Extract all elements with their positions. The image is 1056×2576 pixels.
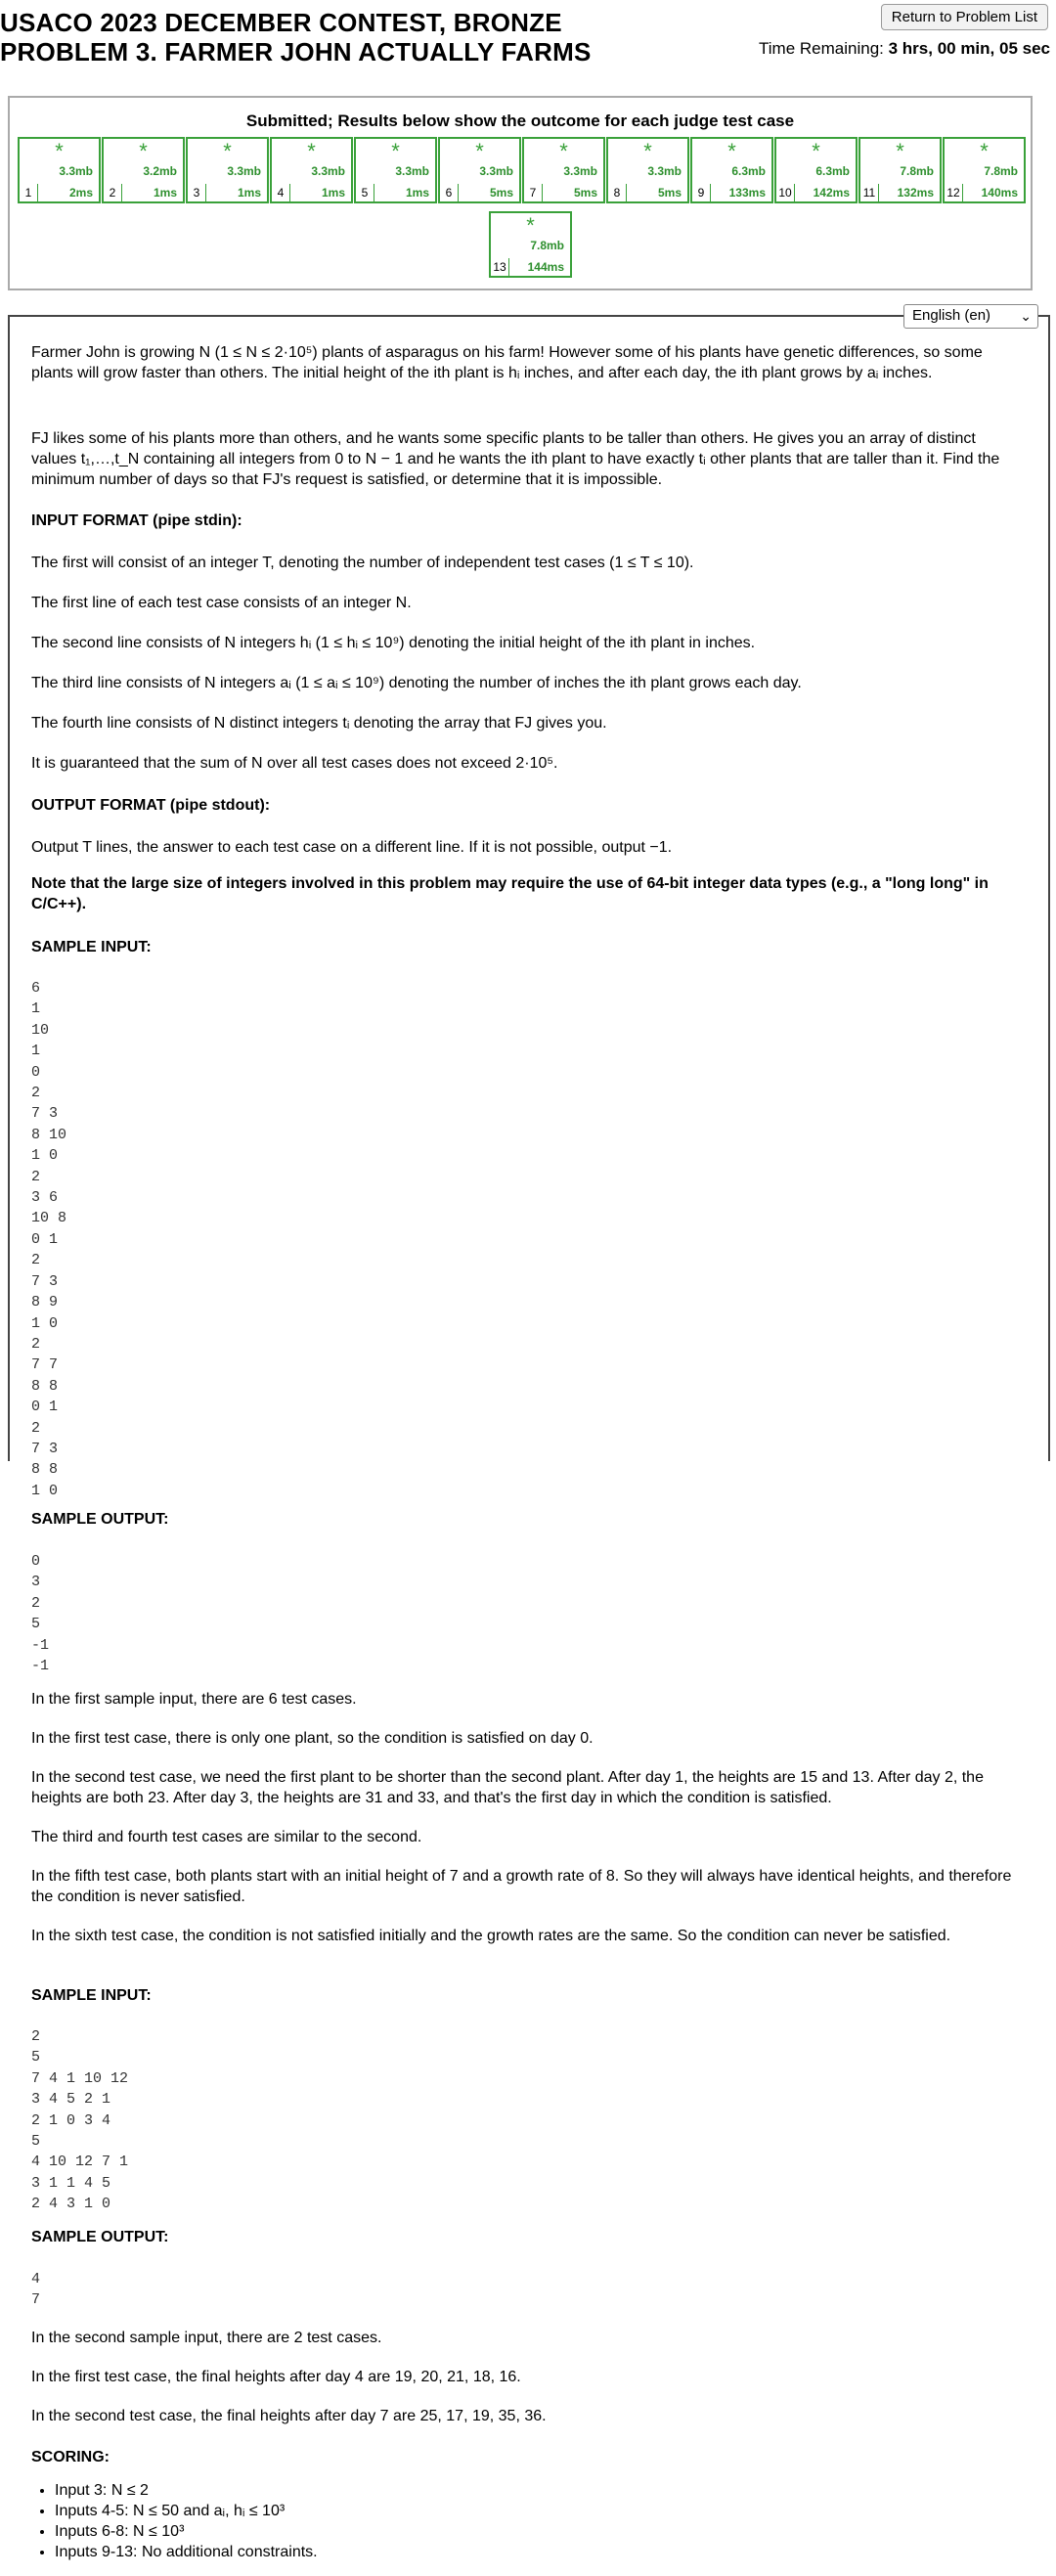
test-case-memory: 3.3mb bbox=[311, 164, 345, 178]
test-case-result[interactable] bbox=[858, 137, 942, 203]
explanation-8: In the first test case, the final heights after day 4 are 19, 20, 21, 18, 16. bbox=[31, 2369, 521, 2385]
scoring-item: • Inputs 6-8: N ≤ 10³ bbox=[55, 2521, 318, 2542]
sample-input-2: 2 5 7 4 1 10 12 3 4 5 2 1 2 1 0 3 4 5 4 10 12 7 1 3 1 1 4 5 2 4 3 1 0 bbox=[31, 2028, 129, 2213]
test-case-result[interactable] bbox=[606, 137, 689, 203]
scoring-heading: SCORING: bbox=[31, 2449, 110, 2465]
test-case-memory: 6.3mb bbox=[815, 164, 850, 178]
scoring-item: • Input 3: N ≤ 2 bbox=[55, 2480, 318, 2501]
test-case-number: 6 bbox=[440, 184, 459, 201]
para-2: FJ likes some of his plants more than others, and he wants some specific plants to be taller than others. He gives you an array of distinct values t₁,…,t_N containing all integers from 0 to N − 1 and he wants the ith plant to have exactly tᵢ other plants that are taller than it. Find the minimum number of days so that FJ's request is satisfied, or determine that it is impossible. bbox=[31, 430, 1000, 488]
test-case-memory: 3.3mb bbox=[59, 164, 93, 178]
test-case-result[interactable] bbox=[690, 137, 773, 203]
sample-output-heading-2: SAMPLE OUTPUT: bbox=[31, 2229, 169, 2245]
test-case-number: 8 bbox=[608, 184, 627, 201]
test-case-time: 5ms bbox=[489, 186, 513, 200]
results-title: Submitted; Results below show the outcome for each judge test case bbox=[245, 111, 795, 130]
star-icon: * bbox=[727, 139, 736, 163]
page-header bbox=[0, 0, 1056, 86]
test-case-number: 9 bbox=[692, 184, 711, 201]
chevron-down-icon: ⌄ bbox=[1020, 308, 1032, 324]
input-line-2: The first line of each test case consists of an integer N. bbox=[31, 595, 412, 611]
time-value: 3 hrs, 00 min, 05 sec bbox=[888, 39, 1050, 58]
test-case-result[interactable] bbox=[438, 137, 521, 203]
test-case-memory: 3.3mb bbox=[479, 164, 513, 178]
test-case-memory: 7.8mb bbox=[900, 164, 934, 178]
test-case-time: 2ms bbox=[68, 186, 93, 200]
para-1: Farmer John is growing N (1 ≤ N ≤ 2·10⁵) plants of asparagus on his farm! However some of his plants have genetic differences, so some plants will grow faster than others. The initial height of the ith plant is hᵢ inches, and after each day, the ith plant grows by aᵢ inches. bbox=[31, 344, 983, 381]
input-line-3: The second line consists of N integers hᵢ (1 ≤ hᵢ ≤ 10⁹) denoting the initial height of the ith plant in inches. bbox=[31, 635, 756, 651]
test-case-memory: 3.3mb bbox=[563, 164, 597, 178]
return-to-problem-list-button[interactable]: Return to Problem List bbox=[881, 4, 1048, 30]
test-case-number: 5 bbox=[356, 184, 374, 201]
test-case-number: 7 bbox=[524, 184, 543, 201]
test-case-time: 1ms bbox=[237, 186, 261, 200]
test-case-number: 10 bbox=[776, 184, 795, 201]
test-case-time: 1ms bbox=[405, 186, 429, 200]
sample-output-heading-1: SAMPLE OUTPUT: bbox=[31, 1511, 169, 1528]
star-icon: * bbox=[980, 139, 989, 163]
note-text: Note that the large size of integers involved in this problem may require the use of 64-bit integer data types (e.g., a "long long" in C/C++). bbox=[31, 875, 989, 912]
test-case-time: 5ms bbox=[573, 186, 597, 200]
star-icon: * bbox=[223, 139, 232, 163]
explanation-2: In the first test case, there is only one plant, so the condition is satisfied on day 0. bbox=[31, 1730, 594, 1747]
input-line-4: The third line consists of N integers aᵢ (1 ≤ aᵢ ≤ 10⁹) denoting the number of inches the ith plant grows each day. bbox=[31, 675, 802, 691]
test-case-time: 132ms bbox=[897, 186, 934, 200]
explanation-3: In the second test case, we need the first plant to be shorter than the second plant. After day 1, the heights are 15 and 13. After day 2, the heights are both 23. After day 3, the heights are 31 and 33, and that's the first day in which the condition is satisfied. bbox=[31, 1769, 984, 1806]
test-case-number: 4 bbox=[272, 184, 290, 201]
explanation-5: In the fifth test case, both plants start with an initial height of 7 and a growth rate of 8. So they will always have identical heights, and therefore the condition is never satisfied. bbox=[31, 1868, 1012, 1905]
test-case-result[interactable] bbox=[102, 137, 185, 203]
star-icon: * bbox=[55, 139, 64, 163]
star-icon: * bbox=[475, 139, 484, 163]
star-icon: * bbox=[559, 139, 568, 163]
input-line-6: It is guaranteed that the sum of N over all test cases does not exceed 2·10⁵. bbox=[31, 755, 558, 772]
sample-input-heading-1: SAMPLE INPUT: bbox=[31, 939, 152, 955]
sample-input-1: 6 1 10 1 0 2 7 3 8 10 1 0 2 3 6 10 8 0 1 2 7 3 8 9 1 0 2 7 7 8 8 0 1 2 7 3 8 8 1 0 bbox=[31, 980, 67, 1499]
test-case-time: 1ms bbox=[153, 186, 177, 200]
explanation-4: The third and fourth test cases are similar to the second. bbox=[31, 1829, 422, 1845]
test-case-number: 2 bbox=[104, 184, 122, 201]
language-selected: English (en) bbox=[912, 307, 991, 324]
test-case-time: 133ms bbox=[728, 186, 766, 200]
results-panel bbox=[8, 96, 1033, 290]
test-case-memory: 6.3mb bbox=[731, 164, 766, 178]
test-case-number: 12 bbox=[945, 184, 963, 201]
explanation-7: In the second sample input, there are 2 test cases. bbox=[31, 2330, 382, 2346]
problem-title: PROBLEM 3. FARMER JOHN ACTUALLY FARMS bbox=[0, 37, 592, 67]
test-case-result[interactable] bbox=[186, 137, 269, 203]
test-case-number: 3 bbox=[188, 184, 206, 201]
time-remaining bbox=[759, 39, 1050, 59]
language-select[interactable] bbox=[903, 304, 1038, 329]
input-line-5: The fourth line consists of N distinct integers tᵢ denoting the array that FJ gives you. bbox=[31, 715, 607, 732]
test-case-memory: 3.3mb bbox=[647, 164, 682, 178]
contest-title: USACO 2023 DECEMBER CONTEST, BRONZE bbox=[0, 8, 562, 37]
test-case-result[interactable] bbox=[522, 137, 605, 203]
test-case-memory: 3.2mb bbox=[143, 164, 177, 178]
input-format-heading: INPUT FORMAT (pipe stdin): bbox=[31, 512, 242, 529]
star-icon: * bbox=[139, 139, 148, 163]
test-case-time: 5ms bbox=[657, 186, 682, 200]
scoring-item: • Inputs 9-13: No additional constraints. bbox=[55, 2542, 318, 2562]
test-case-result[interactable] bbox=[489, 211, 572, 278]
test-case-result[interactable] bbox=[354, 137, 437, 203]
test-case-number: 13 bbox=[491, 258, 509, 276]
explanation-9: In the second test case, the final heights after day 7 are 25, 17, 19, 35, 36. bbox=[31, 2408, 547, 2424]
explanation-1: In the first sample input, there are 6 test cases. bbox=[31, 1691, 357, 1708]
test-case-time: 142ms bbox=[813, 186, 850, 200]
test-case-time: 1ms bbox=[321, 186, 345, 200]
test-case-number: 11 bbox=[860, 184, 879, 201]
test-case-memory: 7.8mb bbox=[530, 239, 564, 252]
star-icon: * bbox=[643, 139, 652, 163]
test-case-memory: 3.3mb bbox=[227, 164, 261, 178]
test-case-result[interactable] bbox=[774, 137, 858, 203]
sample-input-heading-2: SAMPLE INPUT: bbox=[31, 1987, 152, 2004]
sample-output-2: 4 7 bbox=[31, 2271, 41, 2309]
sample-output-1: 0 3 2 5 -1 -1 bbox=[31, 1553, 50, 1675]
star-icon: * bbox=[307, 139, 316, 163]
test-case-time: 144ms bbox=[527, 260, 564, 274]
star-icon: * bbox=[812, 139, 820, 163]
input-line-1: The first will consist of an integer T, denoting the number of independent test cases (1 ≤ T ≤ 10). bbox=[31, 555, 694, 571]
test-case-memory: 3.3mb bbox=[395, 164, 429, 178]
star-icon: * bbox=[526, 213, 535, 238]
explanation-6: In the sixth test case, the condition is not satisfied initially and the growth rates are the same. So the condition can never be satisfied. bbox=[31, 1928, 951, 1944]
test-case-result[interactable] bbox=[943, 137, 1026, 203]
output-format-heading: OUTPUT FORMAT (pipe stdout): bbox=[31, 797, 271, 814]
test-case-time: 140ms bbox=[981, 186, 1018, 200]
test-case-result[interactable] bbox=[270, 137, 353, 203]
test-case-memory: 7.8mb bbox=[984, 164, 1018, 178]
scoring-list bbox=[31, 2480, 318, 2562]
test-case-number: 1 bbox=[20, 184, 38, 201]
star-icon: * bbox=[391, 139, 400, 163]
scoring-item: • Inputs 4-5: N ≤ 50 and aᵢ, hᵢ ≤ 10³ bbox=[55, 2501, 318, 2521]
output-line-1: Output T lines, the answer to each test case on a different line. If it is not possible, output −1. bbox=[31, 839, 673, 856]
time-label: Time Remaining: bbox=[759, 39, 884, 58]
star-icon: * bbox=[896, 139, 904, 163]
test-case-result[interactable] bbox=[18, 137, 101, 203]
